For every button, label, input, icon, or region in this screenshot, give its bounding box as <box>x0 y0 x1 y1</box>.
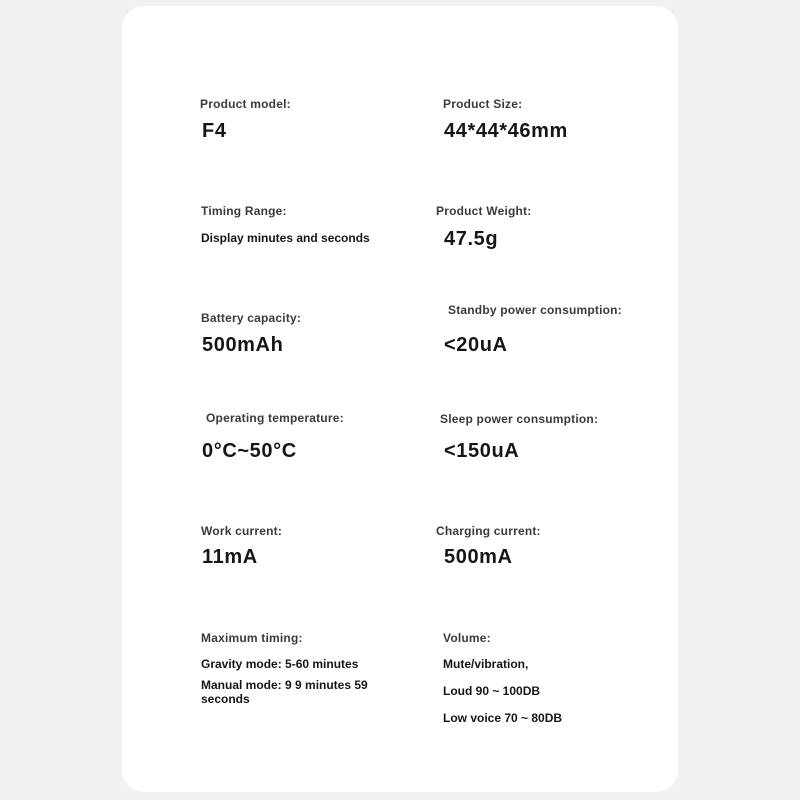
product-model-value: F4 <box>202 120 227 142</box>
sleep-power-label: Sleep power consumption: <box>440 412 599 426</box>
timing-range-value: Display minutes and seconds <box>201 231 370 245</box>
charging-current-value: 500mA <box>444 546 513 568</box>
work-current-value: 11mA <box>202 546 258 568</box>
volume-line: Low voice 70 ~ 80DB <box>443 711 563 725</box>
product-weight-value: 47.5g <box>444 228 499 250</box>
battery-capacity-value: 500mAh <box>202 334 284 356</box>
product-model-label: Product model: <box>200 97 291 111</box>
maximum-timing-line: Manual mode: 9 9 minutes 59 seconds <box>201 678 368 706</box>
volume-label: Volume: <box>443 631 491 645</box>
standby-power-value: <20uA <box>444 334 508 356</box>
standby-power-label: Standby power consumption: <box>448 303 622 317</box>
charging-current-label: Charging current: <box>436 524 541 538</box>
maximum-timing-label: Maximum timing: <box>201 631 303 645</box>
work-current-label: Work current: <box>201 524 283 538</box>
volume-line: Mute/vibration, <box>443 657 529 671</box>
product-size-value: 44*44*46mm <box>444 120 568 142</box>
operating-temperature-value: 0°C~50°C <box>202 440 297 462</box>
product-weight-label: Product Weight: <box>436 204 532 218</box>
maximum-timing-line: Gravity mode: 5-60 minutes <box>201 657 359 671</box>
battery-capacity-label: Battery capacity: <box>201 311 302 325</box>
operating-temperature-label: Operating temperature: <box>206 411 344 425</box>
product-size-label: Product Size: <box>443 97 523 111</box>
timing-range-label: Timing Range: <box>201 204 287 218</box>
volume-line: Loud 90 ~ 100DB <box>443 684 541 698</box>
sleep-power-value: <150uA <box>444 440 520 462</box>
